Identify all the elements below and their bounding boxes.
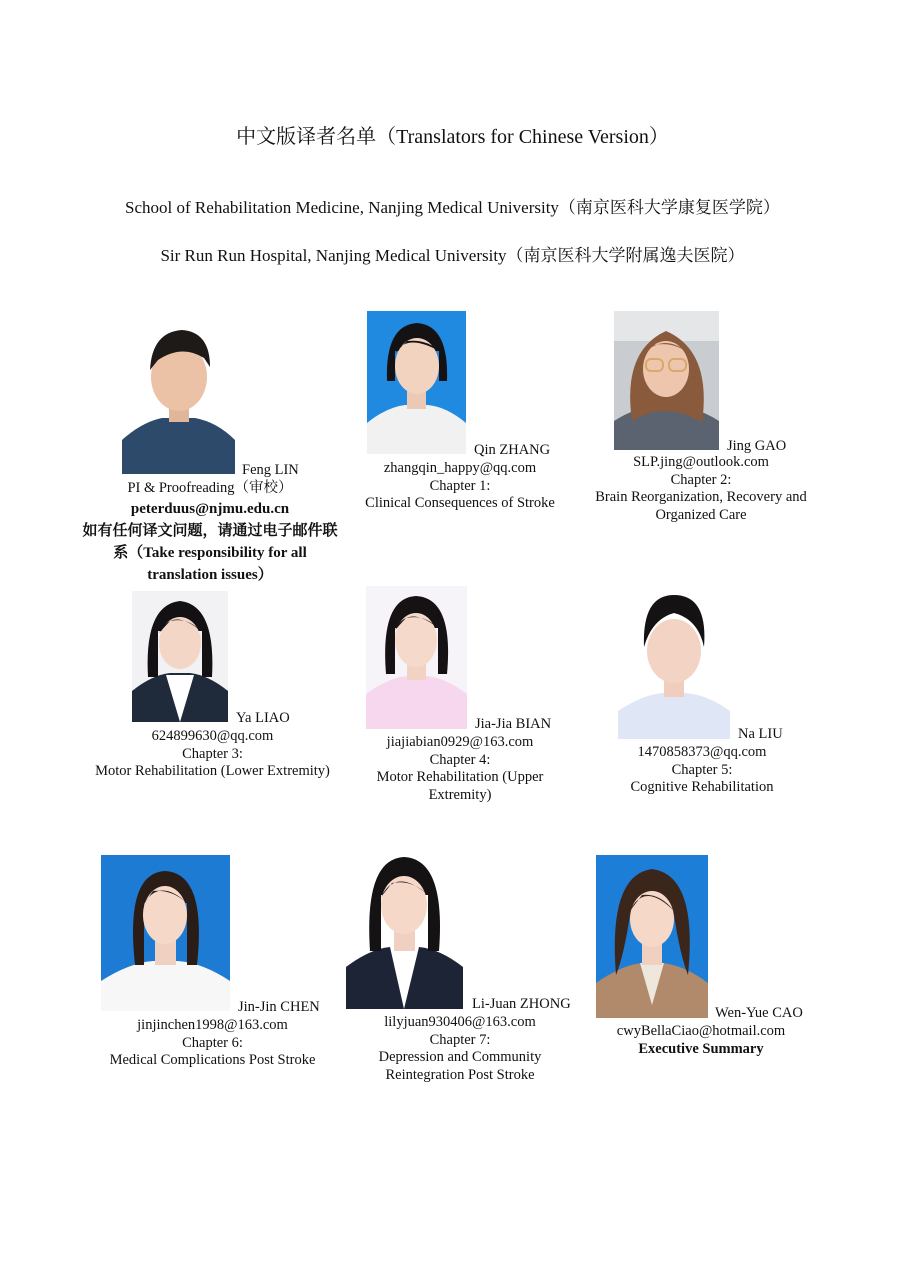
translator-email[interactable]: lilyjuan930406@163.com [384, 1014, 536, 1030]
translator-email[interactable]: cwyBellaCiao@hotmail.com [616, 1023, 786, 1039]
translator-note: 如有任何译文问题，请通过电子邮件联系（Take responsibility for all translation issues） [82, 522, 338, 583]
translator-photo-jing-gao [614, 311, 719, 450]
translator-email[interactable]: SLP.jing@outlook.com [633, 454, 769, 470]
translator-chapter: Chapter 2: [670, 471, 732, 488]
translator-name: Jia-Jia BIAN [475, 716, 552, 732]
translator-name: Wen-Yue CAO [715, 1005, 803, 1021]
translator-chapter: Chapter 4: [429, 751, 491, 768]
translator-topic: Depression and Community Reintegration Post Stroke [378, 1049, 542, 1083]
translator-chapter: Chapter 6: [182, 1034, 243, 1051]
translator-chapter: Chapter 5: [671, 761, 733, 778]
page-title: 中文版译者名单（Translators for Chinese Version） [236, 126, 669, 148]
translator-topic: Executive Summary [638, 1040, 764, 1057]
translator-name: Qin ZHANG [474, 442, 551, 458]
translator-chapter: Chapter 7: [429, 1031, 491, 1048]
translator-email[interactable]: 624899630@qq.com [151, 728, 274, 744]
translator-chapter: Chapter 1: [429, 477, 491, 494]
translator-email[interactable]: jinjinchen1998@163.com [137, 1017, 288, 1033]
translator-name: Na LIU [738, 726, 783, 742]
translator-topic: Cognitive Rehabilitation [630, 779, 774, 795]
translator-topic: Medical Complications Post Stroke [109, 1052, 316, 1068]
translator-photo-li-juan-zhong [346, 855, 463, 1009]
translator-name: Li-Juan ZHONG [472, 996, 571, 1012]
translator-topic: Motor Rehabilitation (Lower Extremity) [95, 763, 330, 779]
translator-photo-na-liu [618, 589, 730, 739]
translator-topic: Clinical Consequences of Stroke [365, 495, 555, 511]
translator-photo-feng-lin [122, 322, 235, 474]
translator-name: Ya LIAO [236, 710, 290, 726]
translator-name: Jin-Jin CHEN [238, 999, 320, 1015]
translator-topic: Motor Rehabilitation (Upper Extremity) [376, 769, 544, 803]
translator-photo-jin-jin-chen [101, 855, 230, 1011]
affiliation-1: School of Rehabilitation Medicine, Nanjing Medical University（南京医科大学康复医学院） [125, 198, 780, 217]
translator-name: Feng LIN [242, 462, 299, 478]
translator-photo-ya-liao [132, 591, 228, 722]
translator-photo-qin-zhang [367, 311, 466, 454]
translator-email[interactable]: zhangqin_happy@qq.com [383, 460, 537, 476]
affiliation-2: Sir Run Run Hospital, Nanjing Medical University（南京医科大学附属逸夫医院） [160, 246, 745, 265]
translator-email[interactable]: peterduus@njmu.edu.cn [130, 500, 290, 517]
translator-chapter: Chapter 3: [182, 745, 243, 762]
translator-email[interactable]: jiajiabian0929@163.com [386, 734, 534, 750]
translator-email[interactable]: 1470858373@qq.com [637, 744, 767, 760]
translator-topic: Brain Reorganization, Recovery and Organized Care [595, 489, 807, 523]
translator-role: PI & Proofreading（审校） [127, 480, 293, 496]
translator-photo-wen-yue-cao [596, 855, 708, 1018]
translator-name: Jing GAO [727, 438, 787, 454]
translator-photo-jia-jia-bian [366, 586, 467, 729]
